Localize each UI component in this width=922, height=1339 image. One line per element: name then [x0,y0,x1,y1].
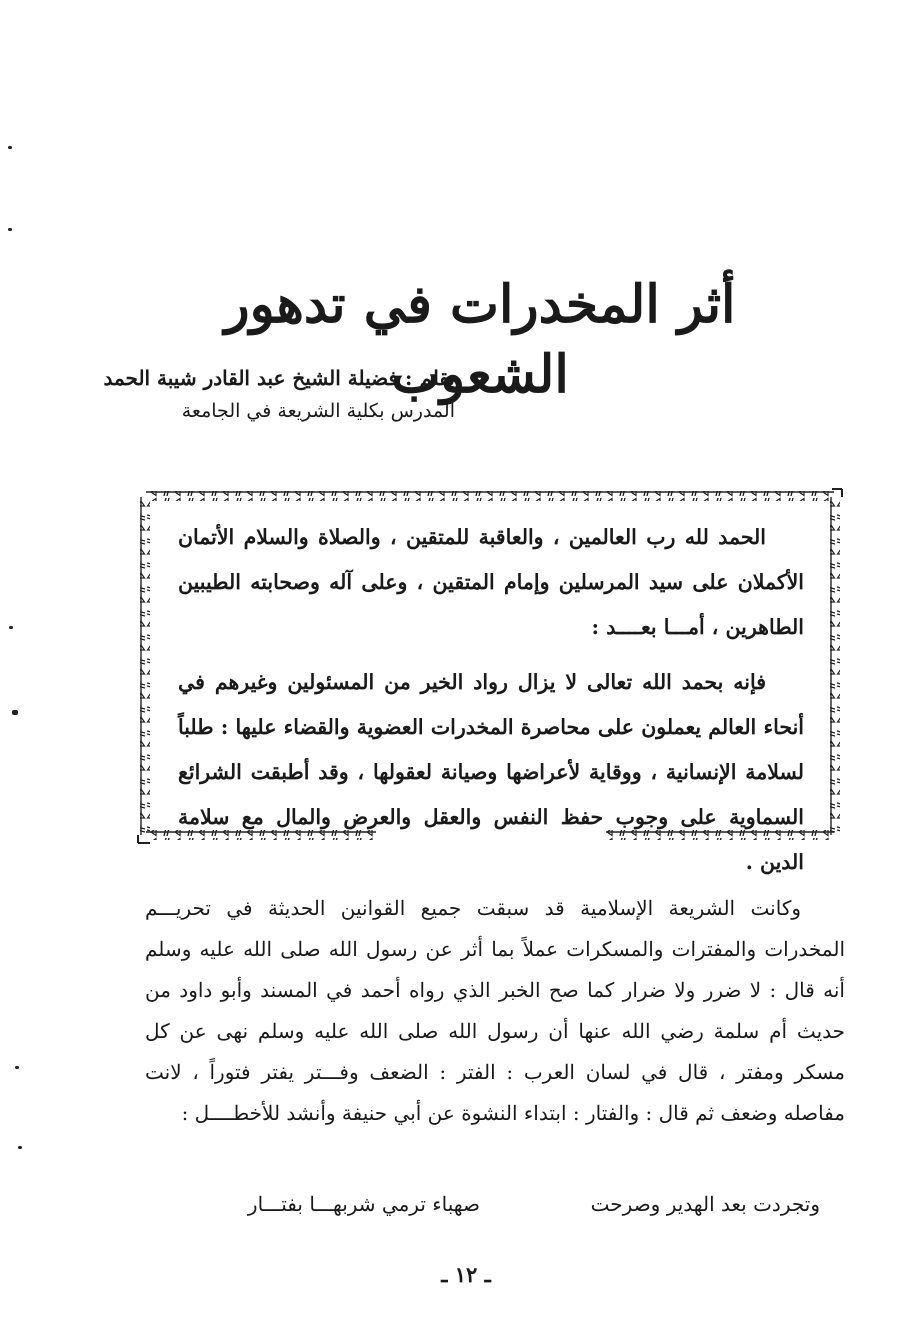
author-block [103,362,455,428]
body-paragraph: وكانت الشريعة الإسلامية قد سبقت جميع القوانين الحديثة في تحريـــم المخدرات والمفترات والمسكرات عملاً بما أثر عن رسول الله صلى الله عليه وسلم أنه قال : لا ضرر ولا ضرار كما صح الخبر الذي رواه أحمد في المسند وأبو داود من حديث أم سلمة رضي الله عنها أن رسول الله صلى الله عليه وسلم نهى عن كل مسكر ومفتر ، قال في لسان العرب : الفتر : الضعف وفـــتر يفتر فتوراً ، لانت مفاصله وضعف ثم قال : والفتار : ابتداء النشوة عن أبي حنيفة وأنشد للأخطــــل : [145,896,845,1125]
ornamental-frame-box [136,487,846,874]
intro-paragraph-1: الحمد لله رب العالمين ، والعاقبة للمتقين ، والصلاة والسلام الأتمان الأكملان على سيد المرسلين وإمام المتقين ، وعلى آله وصحابته الطيبين الطاهرين ، أمـــا بعــــد : [178,525,804,639]
body-text [145,888,845,1134]
article-title: أثر المخدرات في تدهور الشعوب [224,274,736,405]
verse-second-hemistich: صهباء ترمي شربهـــا بفتـــار [247,1192,480,1216]
author-byline: بقلم : فضيلة الشيخ عبد القادر شيبة الحمد [103,366,455,390]
intro-paragraph-2: فإنه بحمد الله تعالى لا يزال رواد الخير من المسئولين وغيرهم في أنحاء العالم يعملون على محاصرة المخدرات العضوية والقضاء عليها : طلباً لسلامة الإنسانية ، ووقاية لأعراضها وصيانة لعقولها ، وقد أطبقت الشرائع السماوية على وجوب حفظ النفس والعقل والعرض والمال مع سلامة الدين . [178,670,804,874]
poetry-verse [180,1184,820,1224]
verse-first-hemistich: وتجردت بعد الهدير وصرحت [590,1192,820,1216]
page-number: ـ ١٢ ـ [441,1262,491,1287]
boxed-introduction [178,515,804,885]
author-affiliation: المدرس بكلية الشريعة في الجامعة [181,400,455,422]
